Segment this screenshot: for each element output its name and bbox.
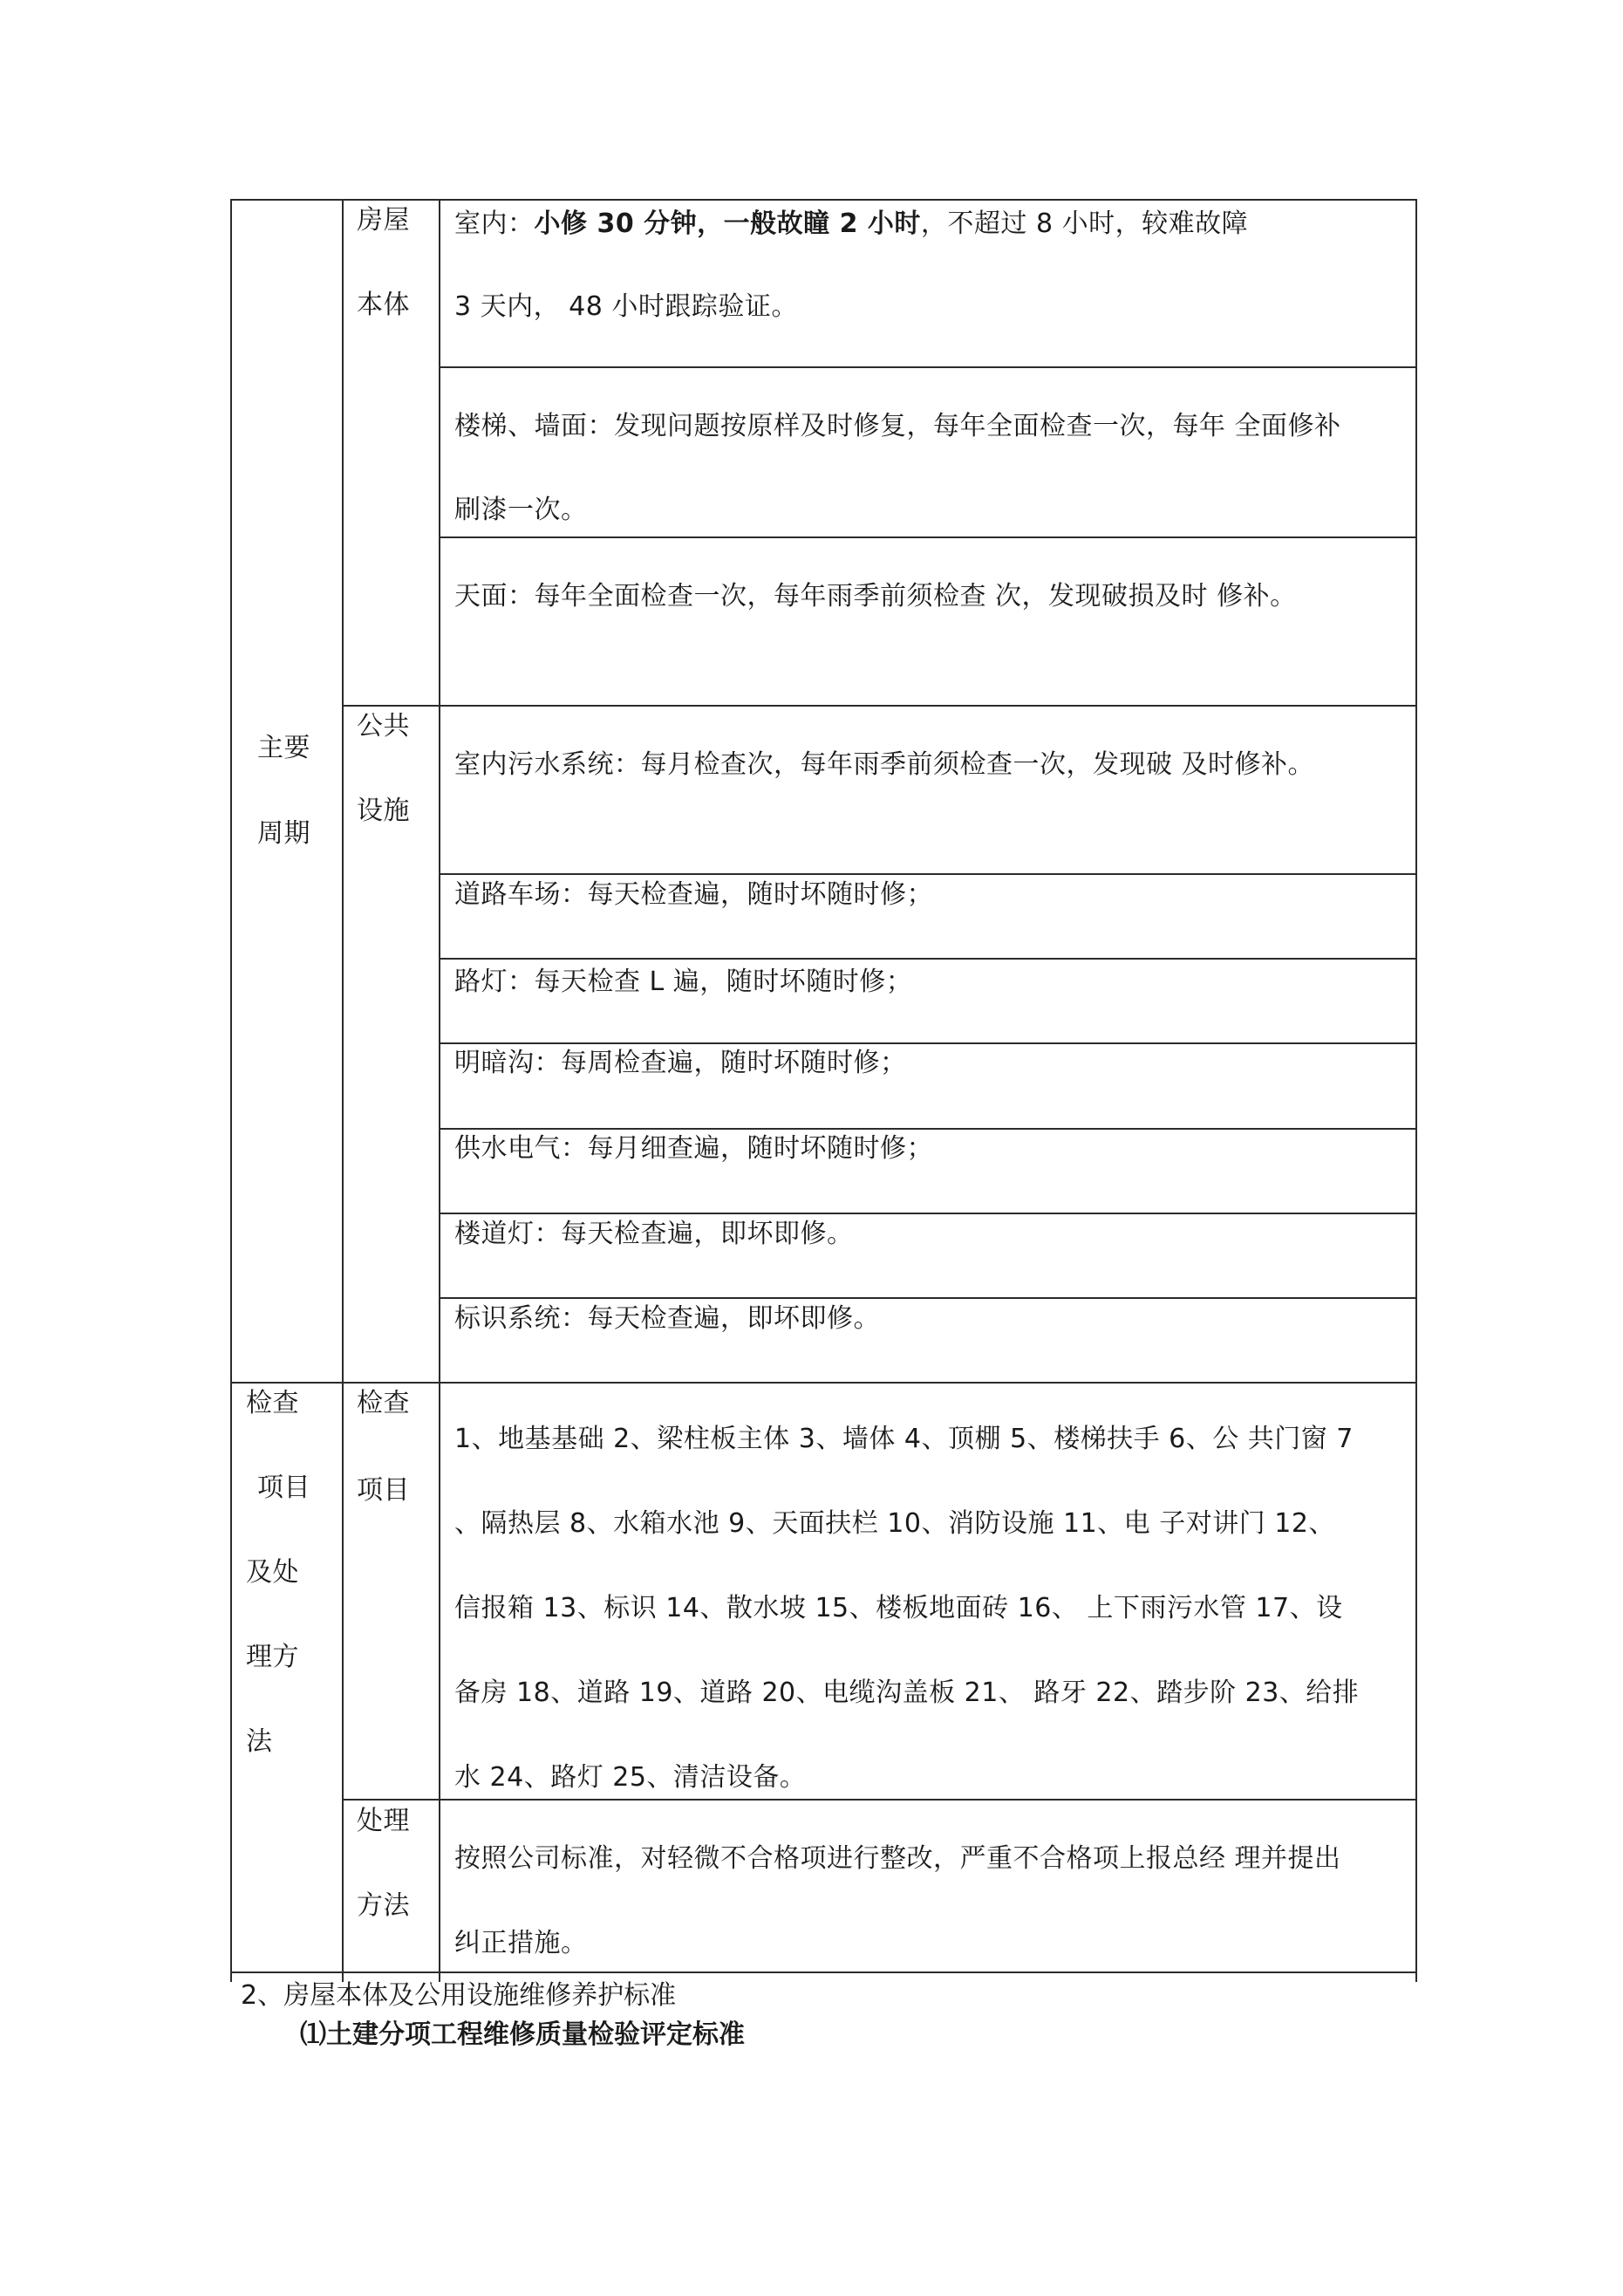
table-border-left xyxy=(230,199,232,1982)
row-divider xyxy=(439,366,1417,368)
subcategory-handle-label: 处理 xyxy=(357,1806,410,1836)
indoor-bold-text: 小修 30 分钟，一般故瞳 2 小时 xyxy=(534,208,921,239)
category-check-label: 理方 xyxy=(246,1642,299,1672)
indoor-prefix: 室内： xyxy=(454,208,535,239)
row-divider xyxy=(439,958,1417,960)
roof-text: 天面：每年全面检查一次，每年雨季前须检查 次，发现破损及时 修补。 xyxy=(454,581,1297,612)
inspection-items-text: 备房 18、道路 19、道路 20、电缆沟盖板 21、 路牙 22、踏步阶 23、给排 xyxy=(454,1678,1360,1708)
handling-method-text: 按照公司标准，对轻微不合格项进行整改，严重不合格项上报总经 理并提出 xyxy=(454,1843,1341,1874)
water-power-text: 供水电气：每月细查遍，随时坏随时修； xyxy=(454,1133,933,1164)
row-divider xyxy=(439,1213,1417,1214)
category-check-label: 检查 xyxy=(246,1388,299,1418)
category-check-label: 及处 xyxy=(246,1557,299,1588)
subcategory-public-label: 设施 xyxy=(357,796,410,826)
row-divider xyxy=(439,873,1417,875)
subcategory-public-label: 公共 xyxy=(357,711,410,741)
table-border-right xyxy=(1415,199,1417,1982)
section-divider xyxy=(230,1382,1417,1384)
indoor-repair-text-line2: 3 天内， 48 小时跟踪验证。 xyxy=(454,291,798,322)
stairs-walls-text: 楼梯、墙面：发现问题按原样及时修复，每年全面检查一次，每年 全面修补 xyxy=(454,411,1341,441)
subcategory-items-label: 检查 xyxy=(357,1388,410,1418)
ditch-text: 明暗沟：每周检查遍，随时坏随时修； xyxy=(454,1048,907,1078)
row-divider xyxy=(342,705,1417,707)
inspection-items-text: 1、地基基础 2、梁柱板主体 3、墙体 4、顶棚 5、楼梯扶手 6、公 共门窗 7 xyxy=(454,1424,1354,1454)
subcategory-handle-label: 方法 xyxy=(357,1890,410,1921)
indoor-rest-text: ，不超过 8 小时，较难故障 xyxy=(920,208,1249,239)
category-main-label: 周期 xyxy=(257,818,310,849)
subcategory-house-label: 本体 xyxy=(357,290,410,320)
inspection-items-text: 信报箱 13、标识 14、散水坡 15、楼板地面砖 16、 上下雨污水管 17、设 xyxy=(454,1593,1343,1623)
table-divider-col1 xyxy=(342,199,344,1982)
table-border-top xyxy=(230,199,1417,201)
indoor-repair-text xyxy=(454,207,1248,242)
category-check-label: 法 xyxy=(246,1726,273,1757)
table-border-bottom xyxy=(230,1971,1417,1973)
section-subheading: ⑴土建分项工程维修质量检验评定标准 xyxy=(300,2019,745,2050)
category-check-label: 项目 xyxy=(257,1473,310,1503)
row-divider xyxy=(342,1799,1417,1801)
streetlight-text: 路灯：每天检查 L 遍，随时坏随时修； xyxy=(454,967,913,997)
sewage-text: 室内污水系统：每月检查次，每年雨季前须检查一次，发现破 及时修补。 xyxy=(454,749,1315,780)
inspection-items-text: 水 24、路灯 25、清洁设备。 xyxy=(454,1762,807,1793)
stairs-walls-text-line2: 刷漆一次。 xyxy=(454,495,588,525)
category-main-label: 主要 xyxy=(257,733,310,763)
signage-text: 标识系统：每天检查遍，即坏即修。 xyxy=(454,1303,880,1334)
table-divider-col2 xyxy=(439,199,440,1982)
subcategory-house-label: 房屋 xyxy=(357,205,410,236)
row-divider xyxy=(439,1128,1417,1130)
inspection-items-text: 、隔热层 8、水箱水池 9、天面扶栏 10、消防设施 11、电 子对讲门 12、 xyxy=(454,1508,1335,1539)
row-divider xyxy=(439,536,1417,538)
section-heading: 2、房屋本体及公用设施维修养护标准 xyxy=(241,1980,677,2011)
row-divider xyxy=(439,1042,1417,1044)
corridor-light-text: 楼道灯：每天检查遍，即坏即修。 xyxy=(454,1219,854,1249)
road-text: 道路车场：每天检查遍，随时坏随时修； xyxy=(454,879,933,910)
row-divider xyxy=(439,1297,1417,1299)
subcategory-items-label: 项目 xyxy=(357,1475,410,1506)
handling-method-text-line2: 纠正措施。 xyxy=(454,1928,588,1958)
